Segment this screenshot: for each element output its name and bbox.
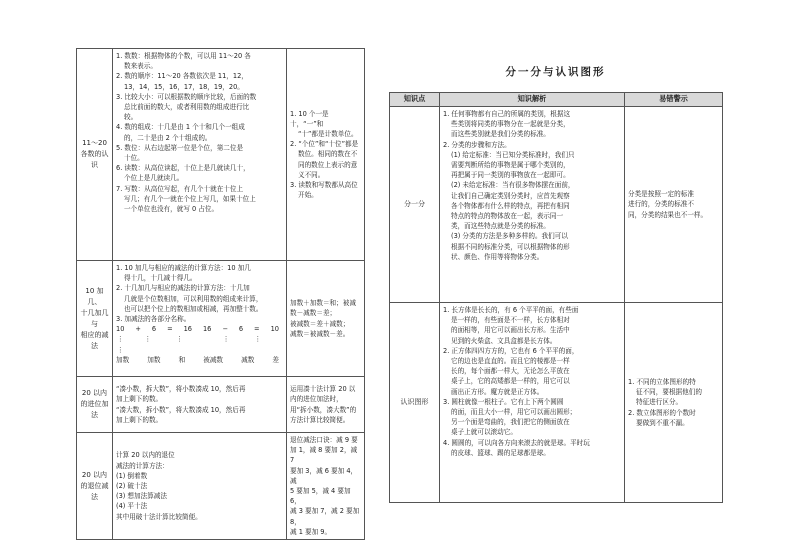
text-line: 的，二十是由 2 个十组成的。: [124, 133, 212, 142]
text-line: (3) 分类的方法是多种多样的。我们可以: [451, 232, 568, 241]
text-line: 3. 比较大小：可以根据数的顺序比较，后面的数: [116, 92, 257, 101]
text-line: 再把属于同一类别的事物放在一起即可。: [451, 171, 570, 180]
warnings-cell: [287, 261, 365, 377]
text-line: 几就是个位数相加，可以利用数的组成来计算，: [124, 294, 263, 303]
text-line: 画出正方形。魔方就是正方体。: [451, 387, 544, 396]
points-cell: [113, 49, 287, 261]
text-line: 一个单位也没有，就写 0 占位。: [124, 205, 219, 214]
text-line: 2. 数立体图形的个数时: [628, 408, 696, 417]
equation-token: +: [135, 325, 141, 334]
text-line: 也可以把个位上的数相加或相减，再加整十数。: [124, 304, 263, 313]
text-line: 加上剩下的数。: [116, 395, 163, 404]
text-line: 1. 数数：根据物体的个数，可以用 11～20 各: [116, 52, 251, 60]
text-line: 被减数＝差＋减数；: [290, 319, 350, 328]
equation-token: −: [222, 325, 228, 334]
text-line: 是一样的，有些面是不一样，长方体相对: [451, 316, 570, 325]
text-line: (3) 想加法算减法: [116, 492, 167, 501]
equation-token: 10: [270, 325, 279, 334]
text-line: 桌子上，它的高矮都是一样的，用它可以: [451, 377, 570, 386]
text-line: 其中用破十法计算比较简便。: [116, 512, 202, 521]
text-line: 运用凑十法计算 20 以内的进位加法时，: [290, 385, 356, 404]
text-line: 义不同。: [298, 170, 325, 179]
text-line: 类，而这些特点就是分类的标准。: [451, 222, 550, 231]
text-line: 计算 20 以内的退位: [116, 451, 175, 460]
text-line: 2. “个位”和“十位”都是: [290, 140, 359, 149]
text-line: 需要判断所给的事物是属于哪个类别的，: [451, 161, 570, 170]
text-line: 分类是按照一定的标准: [628, 190, 694, 199]
text-line: 个位上是几就读几。: [124, 174, 184, 183]
text-line: 同的数位上表示的意: [298, 160, 358, 169]
equation-token: 10: [116, 325, 125, 334]
text-line: 1. 任何事物都有自己的所属的类别，根据这: [443, 110, 571, 118]
text-line: 1. 长方体是长长的，有 6 个平平的面，有些面: [443, 306, 579, 314]
equation-part-name: 被减数: [203, 355, 224, 364]
equation-part-name: 加数: [147, 355, 161, 364]
text-line: 要加 3，减 6 要加 4，减: [290, 466, 358, 485]
text-line: 减 1 要加 9。: [290, 527, 332, 536]
text-line: 加数＋加数＝和；被减数－减数＝差；: [290, 299, 356, 318]
table-row: [77, 49, 365, 261]
text-line: 而这些类别就是我们分类的标准。: [451, 130, 550, 139]
text-line: 根据不同的标准分类，可以根据物体的形: [451, 242, 570, 251]
equation-token: 6: [238, 325, 244, 334]
equation-part-name: 加数: [116, 355, 130, 364]
text-line: 长的，每个面都一样大，无论怎么平放在: [451, 367, 570, 376]
text-line: (1) 给定标准：当已知分类标准时，我们只: [451, 150, 575, 159]
text-line: “凑小数，拆大数”，将小数凑成 10，然后再: [116, 385, 246, 394]
text-line: 4. 圆圆的，可以向各方向来滚去的就是球。平时玩: [443, 438, 590, 447]
equation-part-name: 和: [178, 355, 186, 364]
right-table: [389, 92, 723, 503]
text-line: 桌子上就可以滚动它。: [451, 428, 517, 437]
text-line: 写几；有几个一就在个位上写几，如果十位上: [124, 194, 256, 203]
text-line: 要做到不重不漏。: [636, 418, 689, 427]
text-line: (4) 平十法: [116, 502, 148, 511]
analysis-cell: [440, 303, 625, 503]
equation-token: =: [254, 325, 260, 334]
topic-cell: 11～20 各数的认识: [77, 49, 113, 261]
table-header-row: [390, 93, 723, 107]
text-line: 的面相等，用它可以画出长方形。生活中: [451, 326, 570, 335]
topic-cell: 认识图形: [390, 303, 440, 503]
text-line: 5 要加 5，减 4 要加 6，: [290, 487, 351, 506]
text-line: 1. 10 加几与相应的减法的计算方法：10 加几: [116, 264, 251, 272]
topic-cell: 20 以内 的进位加法: [77, 377, 113, 433]
text-line: 1. 不同的立体图形的特: [628, 377, 696, 386]
equation-arrows: ⋮ ⋮ ⋮ ⋮ ⋮ ⋮: [117, 335, 280, 354]
text-line: 3. 加减法的各部分名称。: [116, 315, 191, 324]
text-line: 3. 圆柱就像一根柱子。它有上下两个圆圆: [443, 397, 564, 406]
equation-token: =: [167, 325, 173, 334]
right-knowledge-table: [389, 92, 722, 502]
text-line: 特点的特点的物体放在一起，表示同一: [451, 212, 564, 221]
text-line: 数来表示。: [124, 62, 157, 71]
page-title: 分一分与认识图形: [505, 66, 606, 78]
text-line: 另一个面是弯曲的，我们把它的侧面放在: [451, 418, 570, 427]
text-line: “十”都是计数单位。: [298, 129, 358, 138]
text-line: 4. 数的组成：十几是由 1 个十和几个一组成: [116, 123, 245, 132]
text-line: 1. 10 个一是十，“一”和: [290, 109, 329, 128]
text-line: 5. 数位：从右边起第一位是个位，第二位是: [116, 143, 244, 152]
topic-cell: 20 以内 的退位减法: [77, 433, 113, 540]
equation-part-name: 减数: [241, 355, 255, 364]
text-line: “凑大数，拆小数”，将大数凑成 10，然后再: [116, 405, 246, 414]
left-table: [76, 48, 365, 540]
equation-names: [116, 355, 283, 365]
text-line: 特征进行区分。: [636, 398, 683, 407]
equation-part-name: 差: [272, 355, 279, 364]
text-line: (2) 未给定标准：当有很多物体摆在面前，: [451, 181, 575, 190]
text-line: 13，14，15，16，17，18，19，20。: [124, 82, 244, 91]
text-line: 用“拆小数，凑大数”的方法计算比较简便。: [290, 405, 357, 424]
text-line: 见到的火柴盒、文具盒都是长方体。: [451, 336, 557, 345]
text-line: 些类别将同类的事物分在一起就是分类，: [451, 120, 570, 129]
text-line: 2. 分类的步骤和方法。: [443, 140, 511, 149]
text-line: 让我们自己确定类别分类时，应首先观察: [451, 191, 570, 200]
left-knowledge-table: [76, 48, 364, 536]
equation-token: 16: [202, 325, 212, 334]
memory-cell: [287, 433, 365, 540]
text-line: 状、颜色、作用等将物体分类。: [451, 252, 544, 261]
text-line: (2) 破十法: [116, 481, 148, 490]
warnings-cell: [287, 49, 365, 261]
text-line: 2. 十几加几与相应的减法的计算方法：十几加: [116, 284, 250, 293]
points-cell: [113, 261, 287, 377]
text-line: 2. 数的顺序：11～20 各数依次是 11，12，: [116, 72, 248, 81]
table-row: [390, 107, 723, 303]
topic-cell: 10 加几、 十几加几与 相应的减法: [77, 261, 113, 377]
text-line: 十位。: [124, 154, 144, 163]
table-row: [77, 261, 365, 377]
text-line: 它的边也是直直的。而且它的棱都是一样: [451, 357, 570, 366]
table-row: [390, 303, 723, 503]
header-analysis: 知识解析: [440, 93, 625, 107]
header-warning: 易错警示: [625, 93, 723, 107]
text-line: 7. 写数：从高位写起，有几个十就在十位上: [116, 184, 244, 193]
table-row: [77, 377, 365, 433]
text-line: 得十几，十几减十得几。: [124, 274, 197, 283]
text-line: 同，分类的结果也不一样。: [628, 210, 708, 219]
topic-cell: 分一分: [390, 107, 440, 303]
analysis-cell: [440, 107, 625, 303]
warning-cell: [625, 107, 723, 303]
equation-row: [116, 324, 283, 334]
text-line: 的面，而且大小一样，用它可以画出圆形；: [451, 408, 577, 417]
warnings-cell: [287, 377, 365, 433]
text-line: 较。: [124, 113, 138, 122]
equation-token: 16: [183, 325, 192, 334]
points-cell: [113, 433, 287, 540]
text-line: (1) 倒着数: [116, 471, 148, 480]
text-line: 各个物体都有什么样的特点，再把有相同: [451, 201, 570, 210]
text-line: 减法的计算方法：: [116, 461, 169, 470]
text-line: 加上剩下的数。: [116, 415, 163, 424]
text-line: 开始。: [298, 191, 318, 200]
text-line: 2. 正方体四四方方的，它也有 6 个平平的面，: [443, 346, 579, 355]
text-line: 征不同，要根据他们的: [636, 388, 702, 397]
text-line: 退位减法口诀：减 9 要: [290, 436, 358, 444]
text-line: 数位。相同的数在不: [298, 150, 358, 159]
text-line: 总比前面的数大，或者利用数的组成进行比: [124, 103, 250, 112]
text-line: 的皮球、篮球、踢的足球都是球。: [451, 448, 550, 457]
text-line: 减数＝被减数－差。: [290, 329, 350, 338]
table-row: [77, 433, 365, 540]
points-cell: [113, 377, 287, 433]
text-line: 进行的，分类的标准不: [628, 200, 694, 209]
text-line: 6. 读数：从高位读起，十位上是几就读几十，: [116, 164, 250, 173]
text-line: 减 3 要加 7，减 2 要加 8，: [290, 507, 360, 526]
text-line: 3. 读数和写数都从高位: [290, 181, 358, 189]
equation-token: 6: [151, 325, 157, 334]
header-topic: 知识点: [390, 93, 440, 107]
text-line: 加 1，减 8 要加 2，减 7: [290, 446, 358, 465]
warning-cell: [625, 303, 723, 503]
